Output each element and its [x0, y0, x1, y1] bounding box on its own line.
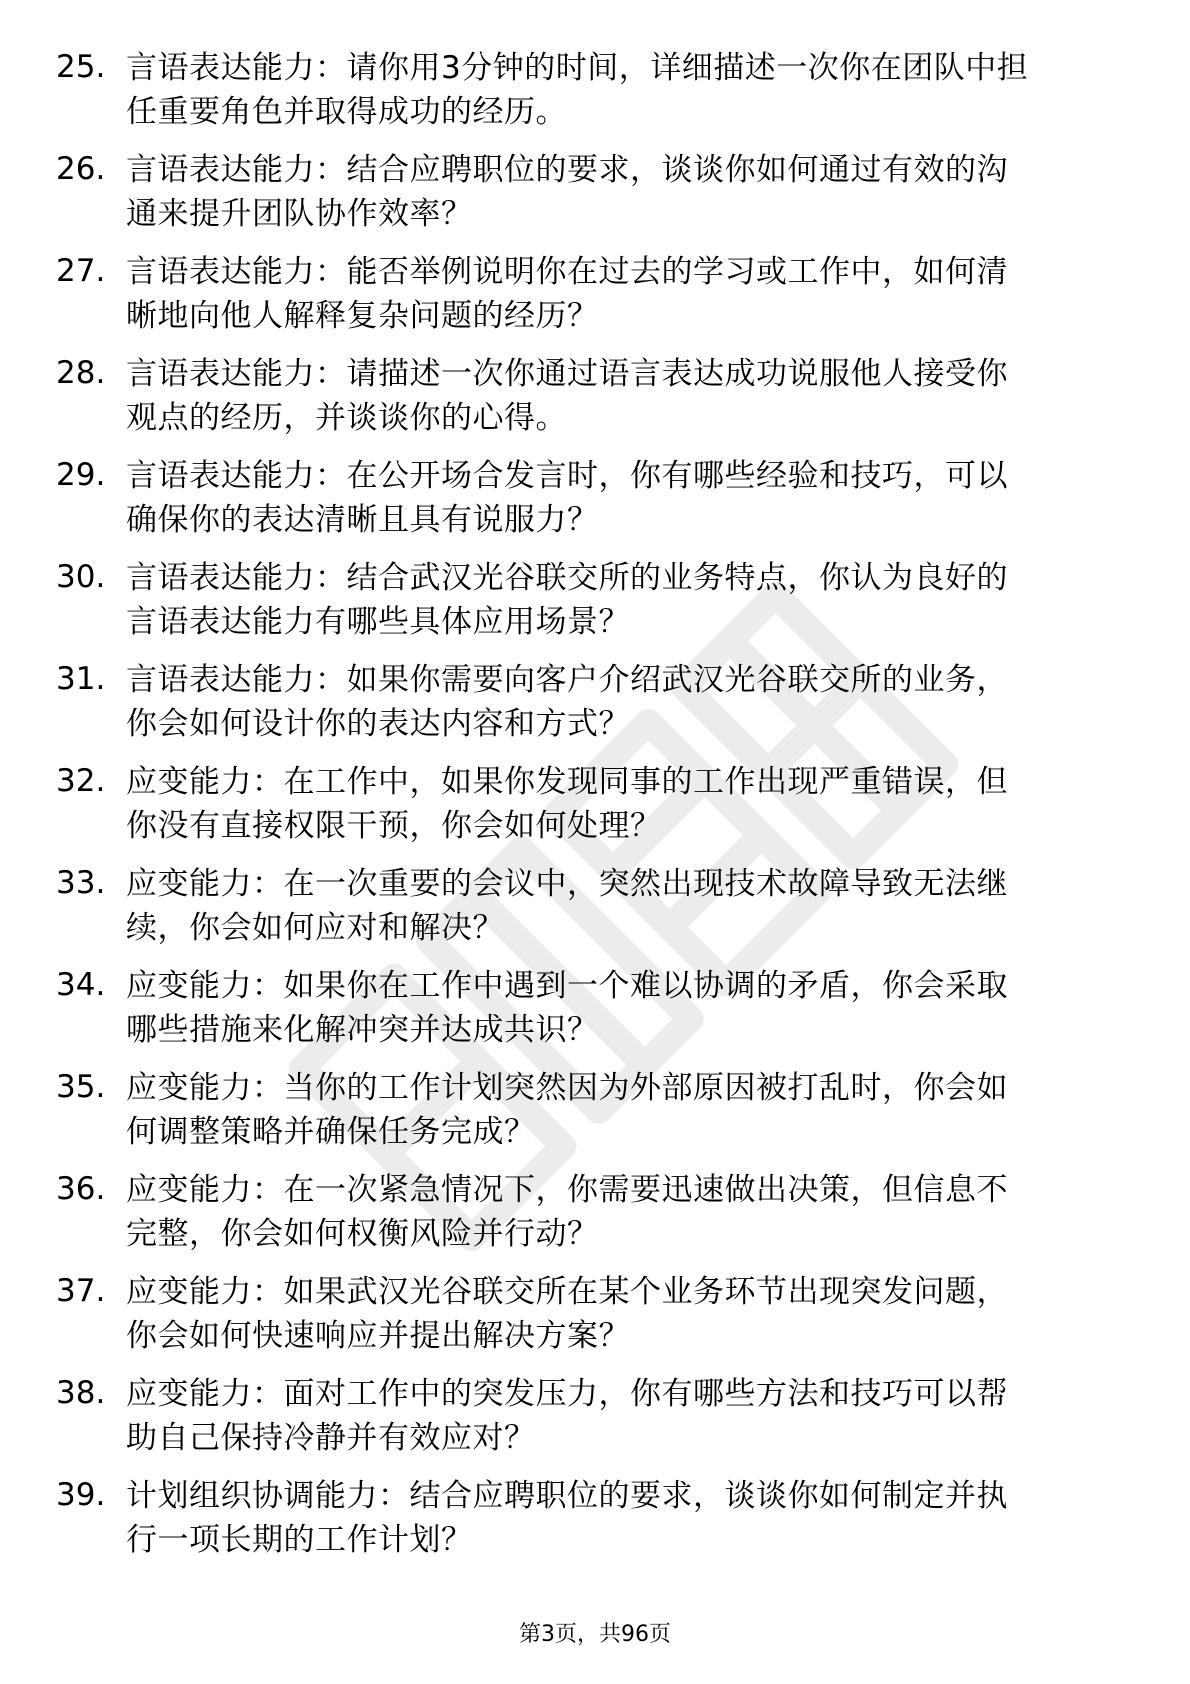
question-item — [0, 1066, 1190, 1168]
question-text-line: 应变能力：在工作中，如果你发现同事的工作出现严重错误，但 — [126, 764, 1008, 800]
question-text-line: 言语表达能力：在公开场合发言时，你有哪些经验和技巧，可以 — [126, 458, 1008, 494]
question-number: 31. — [56, 661, 106, 697]
question-item — [0, 658, 1190, 760]
question-text-line: 应变能力：如果武汉光谷联交所在某个业务环节出现突发问题， — [126, 1274, 1008, 1310]
question-text — [126, 454, 1126, 542]
question-text — [126, 352, 1126, 440]
question-number: 29. — [56, 457, 106, 493]
question-number: 34. — [56, 967, 106, 1003]
question-number: 30. — [56, 559, 106, 595]
question-item — [0, 250, 1190, 352]
question-text-line: 言语表达能力：请你用3分钟的时间，详细描述一次你在团队中担 — [126, 50, 1029, 86]
question-item — [0, 148, 1190, 250]
question-item — [0, 862, 1190, 964]
question-text-line: 计划组织协调能力：结合应聘职位的要求，谈谈你如何制定并执 — [126, 1478, 1008, 1514]
question-text — [126, 862, 1126, 950]
question-text-line: 应变能力：当你的工作计划突然因为外部原因被打乱时，你会如 — [126, 1070, 1008, 1106]
question-text-line: 你会如何快速响应并提出解决方案？ — [126, 1318, 630, 1354]
question-item — [0, 760, 1190, 862]
question-text-line: 言语表达能力：结合武汉光谷联交所的业务特点，你认为良好的 — [126, 560, 1008, 596]
question-item — [0, 1372, 1190, 1474]
question-text-line: 应变能力：面对工作中的突发压力，你有哪些方法和技巧可以帮 — [126, 1376, 1008, 1412]
question-text-line: 言语表达能力：能否举例说明你在过去的学习或工作中，如何清 — [126, 254, 1008, 290]
question-text-line: 你没有直接权限干预，你会如何处理？ — [126, 808, 662, 844]
question-number: 32. — [56, 763, 106, 799]
question-text — [126, 964, 1126, 1052]
question-number: 35. — [56, 1069, 106, 1105]
question-text-line: 应变能力：如果你在工作中遇到一个难以协调的矛盾，你会采取 — [126, 968, 1008, 1004]
question-text-line: 任重要角色并取得成功的经历。 — [126, 94, 567, 130]
question-text-line: 你会如何设计你的表达内容和方式？ — [126, 706, 630, 742]
question-list — [0, 46, 1190, 1576]
question-number: 27. — [56, 253, 106, 289]
question-item — [0, 352, 1190, 454]
question-number: 25. — [56, 49, 106, 85]
question-text — [126, 46, 1126, 134]
question-item — [0, 1474, 1190, 1576]
question-number: 36. — [56, 1171, 106, 1207]
page-footer: 第3页，共96页 — [519, 1622, 671, 1647]
question-item — [0, 454, 1190, 556]
question-text-line: 通来提升团队协作效率？ — [126, 196, 473, 232]
question-item — [0, 964, 1190, 1066]
question-number: 26. — [56, 151, 106, 187]
question-number: 33. — [56, 865, 106, 901]
question-text-line: 续，你会如何应对和解决？ — [126, 910, 504, 946]
question-text-line: 完整，你会如何权衡风险并行动？ — [126, 1216, 599, 1252]
question-number: 39. — [56, 1477, 106, 1513]
question-text — [126, 658, 1126, 746]
question-text-line: 言语表达能力：如果你需要向客户介绍武汉光谷联交所的业务， — [126, 662, 1008, 698]
question-text-line: 晰地向他人解释复杂问题的经历？ — [126, 298, 599, 334]
question-number: 28. — [56, 355, 106, 391]
question-text — [126, 1168, 1126, 1256]
question-text — [126, 250, 1126, 338]
question-text-line: 应变能力：在一次重要的会议中，突然出现技术故障导致无法继 — [126, 866, 1008, 902]
question-text-line: 助自己保持冷静并有效应对？ — [126, 1420, 536, 1456]
question-text-line: 言语表达能力：结合应聘职位的要求，谈谈你如何通过有效的沟 — [126, 152, 1008, 188]
question-item — [0, 46, 1190, 148]
question-number: 38. — [56, 1375, 106, 1411]
question-text-line: 言语表达能力有哪些具体应用场景？ — [126, 604, 630, 640]
question-text — [126, 760, 1126, 848]
question-text — [126, 1270, 1126, 1358]
question-text-line: 行一项长期的工作计划？ — [126, 1522, 473, 1558]
question-item — [0, 556, 1190, 658]
question-text — [126, 148, 1126, 236]
question-number: 37. — [56, 1273, 106, 1309]
question-item — [0, 1270, 1190, 1372]
question-item — [0, 1168, 1190, 1270]
question-text-line: 哪些措施来化解冲突并达成共识？ — [126, 1012, 599, 1048]
question-text — [126, 556, 1126, 644]
question-text-line: 确保你的表达清晰且具有说服力？ — [126, 502, 599, 538]
question-text-line: 何调整策略并确保任务完成？ — [126, 1114, 536, 1150]
question-text — [126, 1372, 1126, 1460]
question-text — [126, 1066, 1126, 1154]
question-text — [126, 1474, 1126, 1562]
question-text-line: 观点的经历，并谈谈你的心得。 — [126, 400, 567, 436]
question-text-line: 应变能力：在一次紧急情况下，你需要迅速做出决策，但信息不 — [126, 1172, 1008, 1208]
question-text-line: 言语表达能力：请描述一次你通过语言表达成功说服他人接受你 — [126, 356, 1008, 392]
